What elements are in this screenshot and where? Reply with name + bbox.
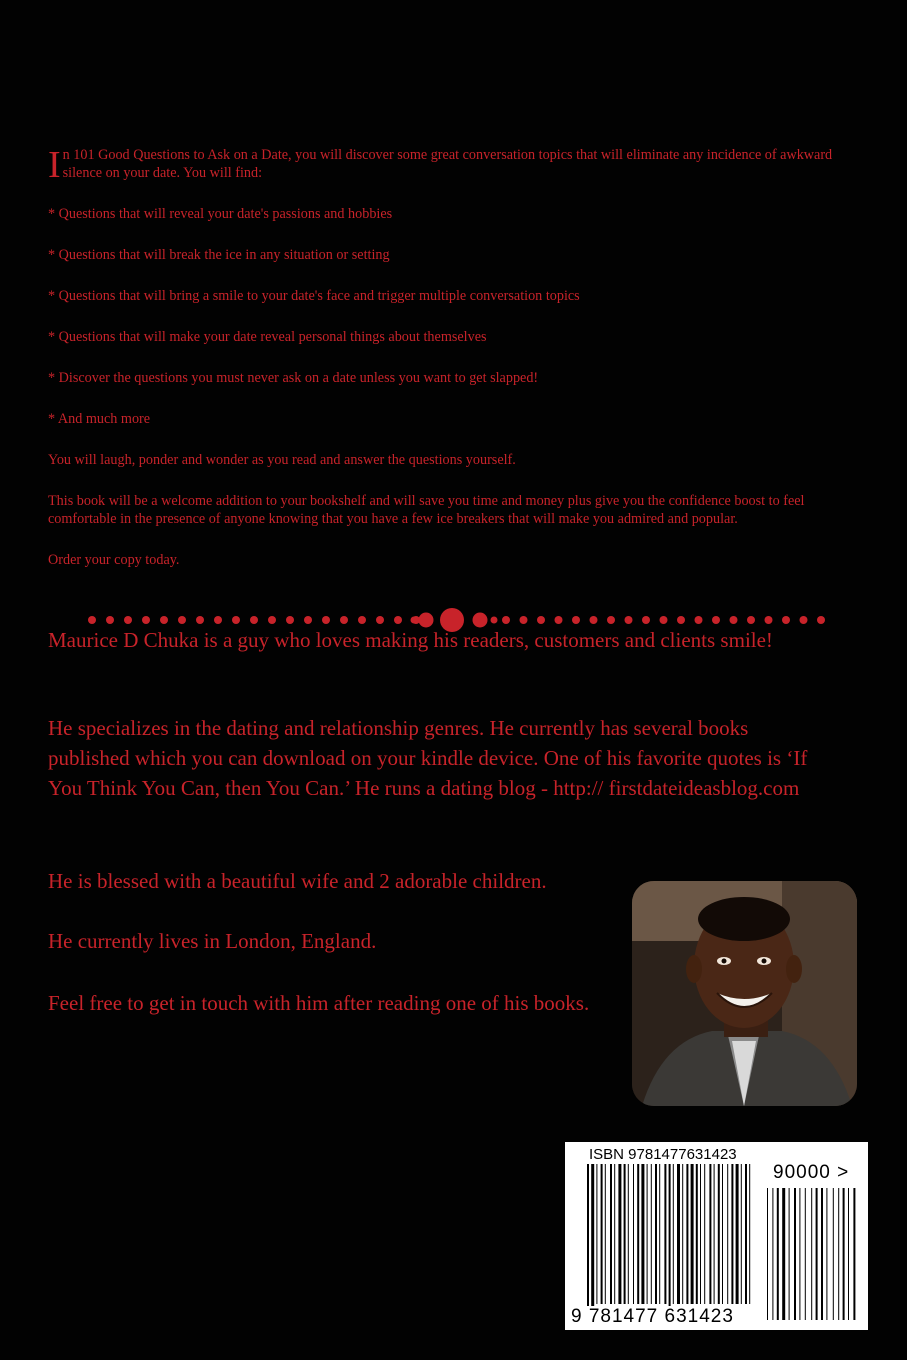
barcode-bar: [628, 1164, 629, 1304]
barcode-bar: [682, 1164, 683, 1304]
barcode-bar: [794, 1188, 796, 1320]
divider-dot: [555, 616, 563, 624]
bullet-item: * Discover the questions you must never ask on a date unless you want to get slapped!: [48, 370, 539, 386]
divider-dot: [232, 616, 240, 624]
author-photo: [632, 881, 857, 1106]
divider-dot: [340, 616, 348, 624]
divider-dot: [730, 616, 738, 624]
divider-dot: [520, 616, 528, 624]
barcode-bar: [826, 1188, 827, 1320]
divider-dot: [358, 616, 366, 624]
ean-digits: 9 781477 631423: [571, 1306, 734, 1327]
author-bio-contact: Feel free to get in touch with him after reading one of his books.: [48, 991, 590, 1015]
barcode-bar: [838, 1188, 839, 1320]
intro-text: n 101 Good Questions to Ask on a Date, you will discover some great conversation topics that will eliminate any incidence of awkward silence on your date. You will find:: [62, 147, 833, 181]
barcode-bar: [641, 1164, 644, 1304]
barcode-bar: [777, 1188, 779, 1320]
divider-dot: [376, 616, 384, 624]
divider-dot: [124, 616, 132, 624]
bullet-item: * Questions that will break the ice in any situation or setting: [48, 247, 390, 263]
barcode-bar: [677, 1164, 680, 1304]
divider-dot: [214, 616, 222, 624]
blurb-laugh: You will laugh, ponder and wonder as you read and answer the questions yourself.: [48, 452, 516, 468]
barcode-bar: [833, 1188, 834, 1320]
author-bio-genres: He specializes in the dating and relationship genres. He currently has several books published which you can download on your kindle device. One of his favorite quotes is ‘If You Think You Can, then You Can.’ He runs a dating blog - http:// firstdateideasblog.com: [48, 716, 808, 800]
divider-dot: [817, 616, 825, 624]
barcode-bar: [647, 1164, 648, 1304]
divider-dot: [88, 616, 96, 624]
barcode-bars: [565, 1142, 868, 1330]
barcode-bar: [722, 1164, 723, 1304]
blurb-intro: [48, 144, 868, 186]
barcode-bar: [782, 1188, 785, 1320]
divider-dot: [304, 616, 312, 624]
barcode-bar: [811, 1188, 812, 1320]
barcode-bar: [704, 1164, 705, 1304]
divider-dot: [268, 616, 276, 624]
barcode-bar: [736, 1164, 739, 1304]
divider-dot: [765, 616, 773, 624]
barcode-bar: [848, 1188, 849, 1320]
barcode-bar: [767, 1188, 768, 1320]
divider-dot: [491, 617, 498, 624]
author-bio-family: He is blessed with a beautiful wife and 2 adorable children.: [48, 869, 547, 893]
barcode-bar: [799, 1188, 800, 1320]
author-bio-location: He currently lives in London, England.: [48, 929, 377, 953]
divider-dot: [502, 616, 510, 624]
barcode-bar: [587, 1164, 589, 1314]
divider-dot: [800, 616, 808, 624]
divider-dot: [286, 616, 294, 624]
barcode-bar: [696, 1164, 698, 1304]
divider-dot: [590, 616, 598, 624]
barcode-bar: [727, 1164, 728, 1304]
price-code: 90000 >: [773, 1162, 850, 1183]
barcode-bar: [749, 1164, 750, 1304]
barcode-bar: [745, 1164, 747, 1304]
barcode-bar: [816, 1188, 818, 1320]
barcode-bar: [633, 1164, 634, 1304]
divider-dot: [782, 616, 790, 624]
barcode-bar: [691, 1164, 694, 1304]
divider-dot: [250, 616, 258, 624]
divider-dot: [677, 616, 685, 624]
divider-dot: [642, 616, 650, 624]
barcode-bar: [605, 1164, 606, 1304]
barcode-bar: [673, 1164, 674, 1304]
barcode-bar: [772, 1188, 773, 1320]
divider-dot: [394, 616, 402, 624]
divider-dot: [712, 616, 720, 624]
divider-dot: [747, 616, 755, 624]
barcode-bar: [843, 1188, 845, 1320]
divider-dot: [572, 616, 580, 624]
barcode-bar: [805, 1188, 806, 1320]
barcode-bar: [655, 1164, 657, 1304]
barcode-bar: [821, 1188, 823, 1320]
blurb-addition: This book will be a welcome addition to your bookshelf and will save you time and money plus give you the confidence boost to feel comfortable in the presence of anyone knowing that you have a few ice breakers that will make you admired and popular.: [48, 493, 805, 527]
divider-dot: [695, 616, 703, 624]
barcode-bar: [789, 1188, 790, 1320]
barcode-bar: [618, 1164, 621, 1304]
barcode-bar: [741, 1164, 742, 1304]
barcode-bar: [686, 1164, 688, 1304]
divider-dot: [660, 616, 668, 624]
divider-dot: [537, 616, 545, 624]
barcode-bar: [596, 1164, 597, 1304]
author-bio-intro: Maurice D Chuka is a guy who loves making his readers, customers and clients smile!: [48, 628, 773, 652]
barcode-bar: [853, 1188, 855, 1320]
barcode-bar: [614, 1164, 615, 1304]
drop-cap: I: [48, 144, 61, 186]
divider-dot: [106, 616, 114, 624]
isbn-label: ISBN 9781477631423: [589, 1146, 737, 1163]
barcode-bar: [659, 1164, 660, 1304]
divider-dot: [160, 616, 168, 624]
bullet-item: * Questions that will make your date reveal personal things about themselves: [48, 329, 487, 345]
bullet-item: * And much more: [48, 411, 151, 427]
divider-dot: [196, 616, 204, 624]
barcode-bar: [601, 1164, 603, 1304]
barcode-bar: [718, 1164, 720, 1304]
book-blurb: [48, 146, 868, 569]
divider-dot: [142, 616, 150, 624]
barcode-bar: [591, 1164, 594, 1314]
barcode-bar: [669, 1164, 671, 1314]
barcode-bar: [700, 1164, 701, 1304]
divider-dot: [607, 616, 615, 624]
divider-dot: [411, 617, 418, 624]
barcode-bar: [709, 1164, 711, 1304]
barcode-bar: [714, 1164, 715, 1304]
blurb-order: Order your copy today.: [48, 552, 180, 568]
barcode-bar: [637, 1164, 639, 1304]
divider-dot: [322, 616, 330, 624]
barcode-bar: [624, 1164, 626, 1304]
barcode-bar: [610, 1164, 612, 1304]
divider-dot: [178, 616, 186, 624]
barcode-bar: [651, 1164, 652, 1304]
bullet-item: * Questions that will reveal your date's passions and hobbies: [48, 206, 393, 222]
bullet-item: * Questions that will bring a smile to your date's face and trigger multiple conversation topics: [48, 288, 580, 304]
barcode-bar: [664, 1164, 666, 1304]
divider-dot: [625, 616, 633, 624]
isbn-barcode: [565, 1142, 868, 1330]
barcode-bar: [731, 1164, 733, 1304]
